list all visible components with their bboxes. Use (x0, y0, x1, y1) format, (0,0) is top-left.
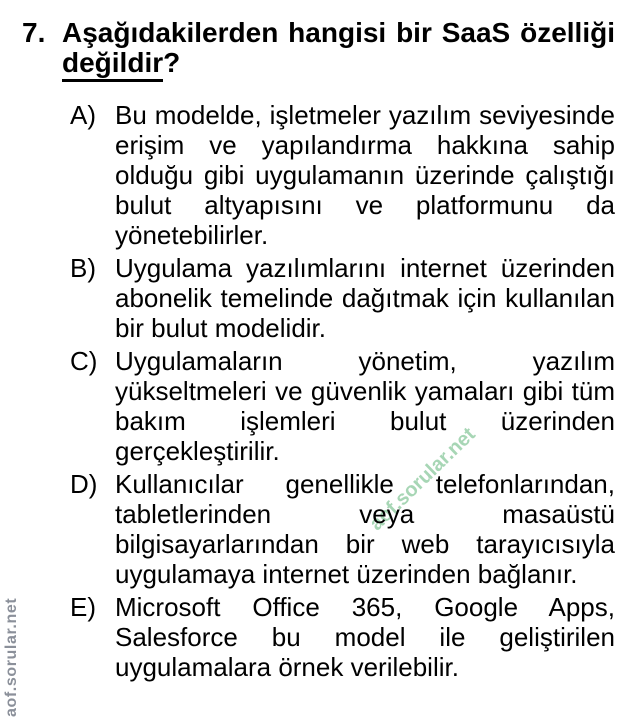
option-c-line: Uygulamaların yönetim, yazılım (115, 346, 615, 376)
option-b-line: bir bulut modelidir. (115, 313, 326, 343)
option-a (70, 100, 615, 250)
watermark-site-diagonal: aof.sorular.net (365, 423, 480, 535)
option-d-line: uygulamaya internet üzerinden bağlanır. (115, 559, 578, 589)
watermark-site-vertical: aof.sorular.net (3, 597, 20, 717)
option-c-line: bakım işlemleri bulut üzerinden (115, 406, 615, 436)
question-mark: ? (163, 47, 181, 78)
option-b-text (115, 253, 615, 343)
option-d-line: Kullanıcılar genellikle telefonlarından, (115, 469, 615, 499)
option-c-line: yükseltmeleri ve güvenlik yamaları gibi tüm (115, 376, 615, 406)
option-e-label: E) (70, 592, 96, 622)
option-b (70, 253, 615, 343)
option-d (70, 469, 615, 589)
option-c-text (115, 346, 615, 466)
question-line-1: Aşağıdakilerden hangisi bir SaaS özelliği (62, 17, 615, 48)
question-block (22, 18, 615, 78)
options-list (70, 100, 615, 682)
option-e-line: uygulamalara örnek verilebilir. (115, 652, 459, 682)
option-b-line: Uygulama yazılımlarını internet üzerinden (115, 253, 615, 283)
option-e-text (115, 592, 615, 682)
question-underlined-word: değildir (62, 47, 163, 82)
option-c-line: gerçekleştirilir. (115, 436, 280, 466)
exam-question-page (0, 18, 634, 682)
option-a-line: yönetebilirler. (115, 220, 269, 250)
option-a-line: erişim ve yapılandırma hakkına sahip (115, 130, 615, 160)
option-c-label: C) (70, 346, 98, 376)
question-text (62, 18, 615, 78)
option-a-line: bulut altyapısını ve platformunu da (115, 190, 615, 220)
option-a-line: olduğu gibi uygulamanın üzerinde çalıştığı (115, 160, 615, 190)
option-e-line: Salesforce bu model ile geliştirilen (115, 622, 615, 652)
option-a-text (115, 100, 615, 250)
option-d-line: bilgisayarlarından bir web tarayıcısıyla (115, 529, 615, 559)
question-number: 7. (22, 17, 46, 48)
option-c (70, 346, 615, 466)
question-line-2 (62, 48, 615, 78)
option-d-line: tabletlerinden veya masaüstü (115, 499, 615, 529)
option-d-text (115, 469, 615, 589)
option-d-label: D) (70, 469, 98, 499)
option-e-line: Microsoft Office 365, Google Apps, (115, 592, 615, 622)
option-e (70, 592, 615, 682)
option-a-label: A) (70, 100, 96, 130)
option-b-line: abonelik temelinde dağıtmak için kullanılan (115, 283, 615, 313)
option-b-label: B) (70, 253, 96, 283)
option-a-line: Bu modelde, işletmeler yazılım seviyesinde (115, 100, 615, 130)
